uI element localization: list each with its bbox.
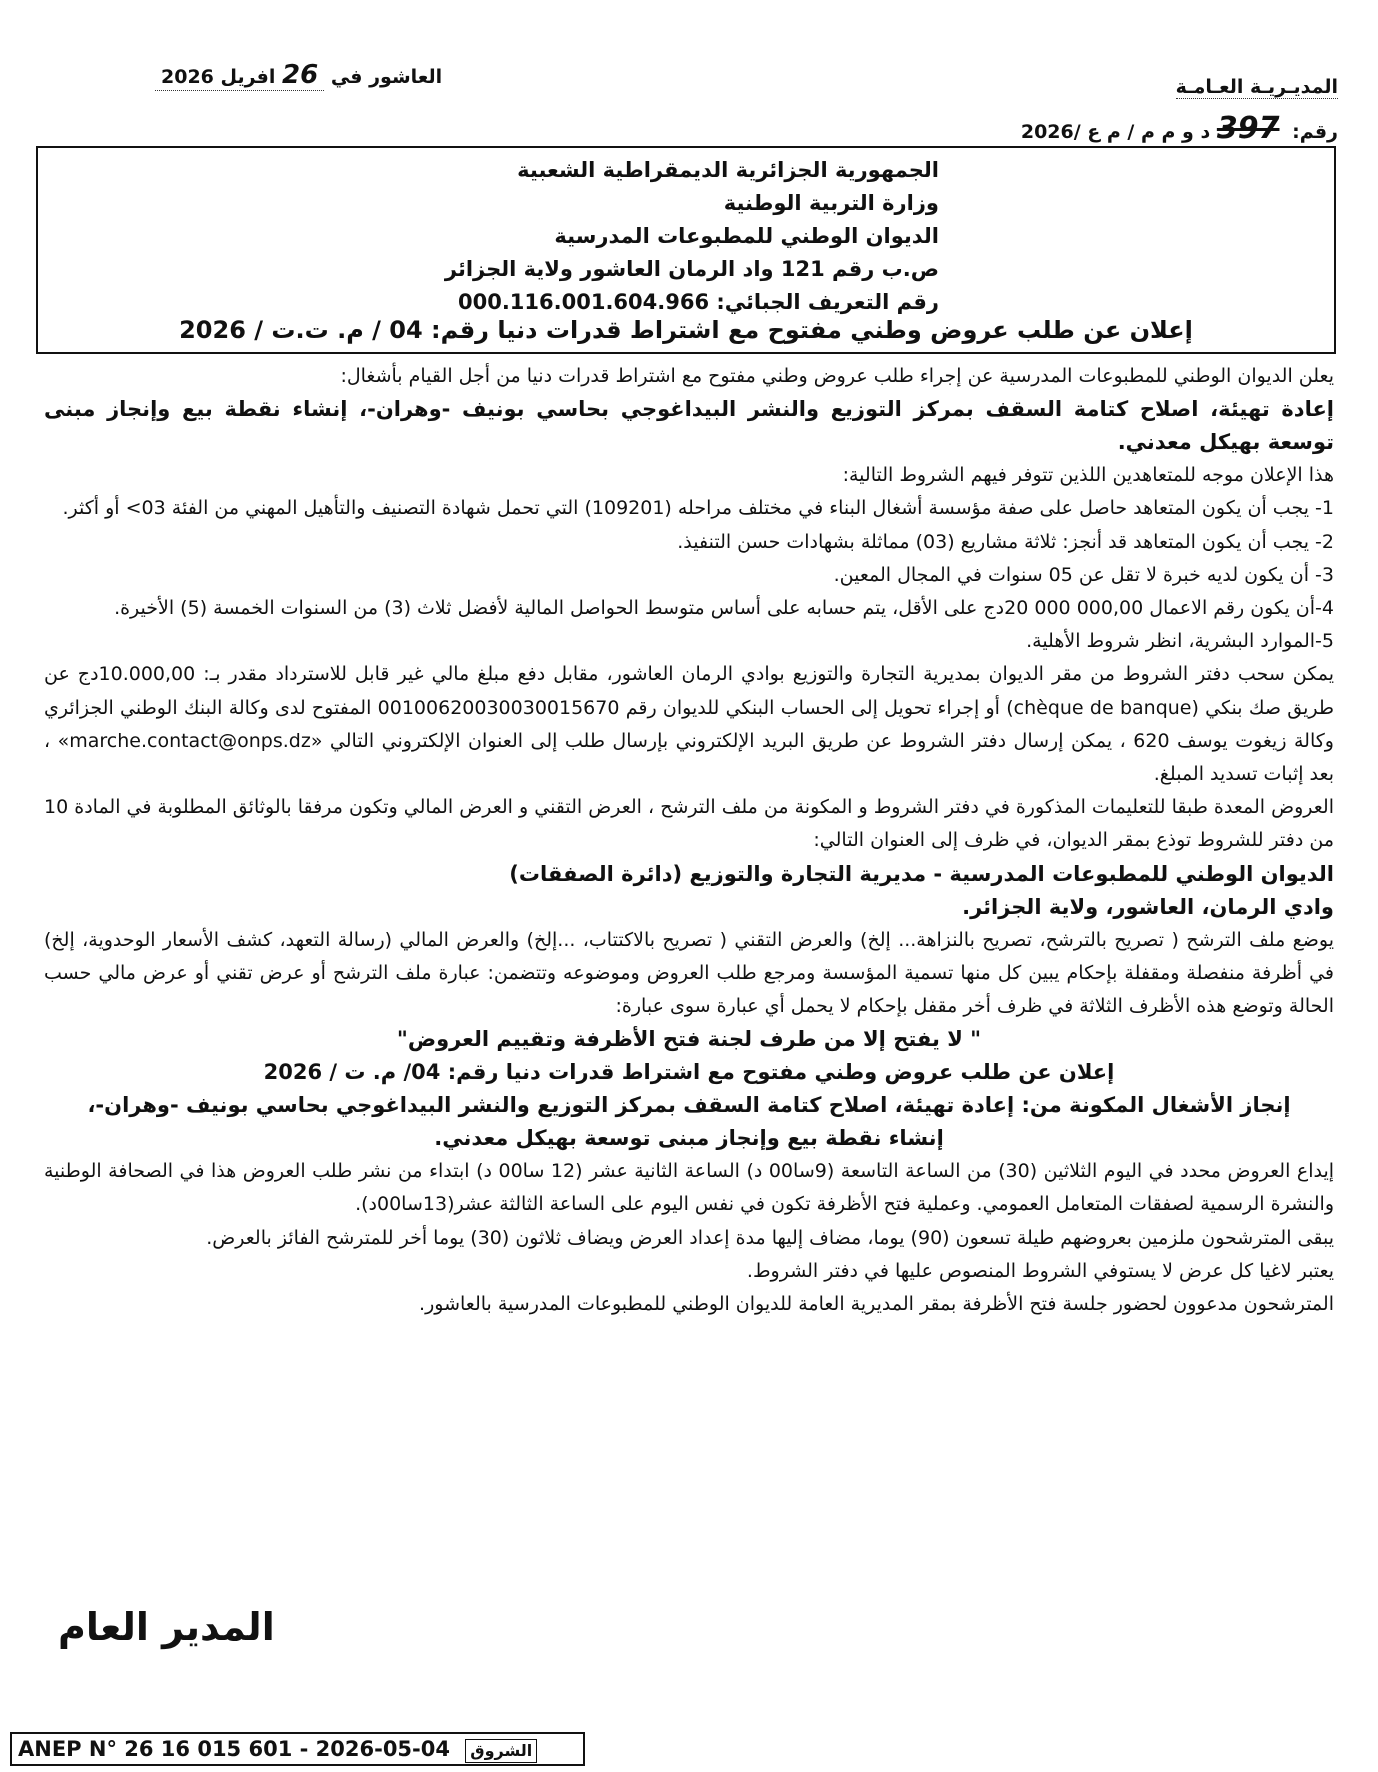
envelope-quote: " لا يفتح إلا من طرف لجنة فتح الأظرفة وتقييم العروض" bbox=[396, 1027, 982, 1052]
condition-4: 4-أن يكون رقم الاعمال 000,00 000 20دج على الأقل، يتم حسابه على أساس متوسط الحواصل المالية لأفضل ثلاث (3) من السنوات الخمسة (5) الأخيرة. bbox=[114, 597, 1334, 620]
condition-2: 2- يجب أن يكون المتعاهد قد أنجز: ثلاثة مشاريع (03) مماثلة بشهادات حسن التنفيذ. bbox=[677, 530, 1334, 553]
tax-id-line: رقم التعريف الجبائي: 000.116.001.604.966 bbox=[457, 290, 939, 314]
withdraw-paragraph: يمكن سحب دفتر الشروط من مقر الديوان بمديرية التجارة والتوزيع بوادي الرمان العاشور، مقابل دفع مبلغ مالي غير قابل للاسترداد مقدر بـ: 10.000,00دج عن طريق صك بنكي (chèque de banque) أو إجراء تحويل إلى الحساب البنكي للديوان رقم 00100620030030015670 المفتوح لدى وكالة البنك الوطني الجزائري وكالة زيغوت يوسف 620 ، يمكن إرسال دفتر الشروط عن طريق البريد الإلكتروني بإرسال طلب إلى العنوان الإلكتروني التالي «marche.contact@onps.dz» ، بعد إثبات تسديد المبلغ. bbox=[44, 663, 1334, 786]
deposit-paragraph: إيداع العروض محدد في اليوم الثلاثين (30) من الساعة التاسعة (9سا00 د) الساعة الثانية عشر (12 سا00 د) ابتداء من نشر طلب العروض هذا في الصحافة الوطنية والنشرة الرسمية لصفقات المتعامل العمومي. وعملية فتح الأظرفة تكون في نفس اليوم على الساعة الثالثة عشر(13سا00د). bbox=[44, 1160, 1335, 1216]
ref-number-handwritten: 397 bbox=[1216, 111, 1280, 146]
ref-prefix: رقم: bbox=[1292, 121, 1338, 143]
project-paragraph: إعادة تهيئة، اصلاح كتامة السقف بمركز التوزيع والنشر البيداغوجي بحاسي بونيف -وهران-، إنشاء نقطة بيع وإنجاز مبنى توسعة بهيكل معدني. bbox=[44, 397, 1334, 455]
reference-block bbox=[1021, 66, 1338, 153]
newspaper-logo: الشروق bbox=[465, 1739, 537, 1763]
date-day: 26 bbox=[282, 60, 319, 90]
audience-paragraph: هذا الإعلان موجه للمتعاهدين اللذين تتوفر فيهم الشروط التالية: bbox=[842, 464, 1334, 487]
anep-footer bbox=[10, 1732, 585, 1766]
date-month: افريل bbox=[220, 66, 276, 88]
envelope-project-1: إنجاز الأشغال المكونة من: إعادة تهيئة، اصلاح كتامة السقف بمركز التوزيع والنشر البيداغوجي بحاسي بونيف -وهران-، bbox=[87, 1093, 1291, 1118]
condition-1: 1- يجب أن يكون المتعاهد حاصل على صفة مؤسسة أشغال البناء في مختلف مراحله (109201) التي تحمل شهادة التصنيف والتأهيل المهني من الفئة 03> أو أكثر. bbox=[62, 497, 1334, 520]
ref-suffix: د و م م / م ع /2026 bbox=[1020, 121, 1211, 143]
invite-paragraph: المترشحون مدعوون لحضور جلسة فتح الأظرفة بمقر المديرية العامة للديوان الوطني للمطبوعات المدرسية بالعاشور. bbox=[419, 1293, 1334, 1316]
offers-paragraph: العروض المعدة طبقا للتعليمات المذكورة في دفتر الشروط و المكونة من ملف الترشح ، العرض التقني و العرض المالي وتكون مرفقا بالوثائق المطلوبة في المادة 10 من دفتر للشروط توذع بمقر الديوان، في ظرف إلى العنوان التالي: bbox=[44, 796, 1334, 852]
anep-number: ANEP N° 26 16 015 601 - 2026-05-04 bbox=[18, 1737, 450, 1761]
validity-paragraph: يبقى المترشحون ملزمين بعروضهم طيلة تسعون (90) يوما، مضاف إليها مدة إعداد العرض ويضاف ثلاثون (30) يوما أخر للمترشح الفائز بالعرض. bbox=[206, 1226, 1334, 1249]
envelopes-paragraph: يوضع ملف الترشح ( تصريح بالترشح، تصريح بالنزاهة... إلخ) والعرض التقني ( تصريح بالاكتتاب، ...إلخ) والعرض المالي (رسالة التعهد، كشف الأسعار الوحدوية، إلخ) في أظرفة منفصلة ومقفلة بإحكام يبين كل منها تسمية المؤسسة ومرجع طلب العروض وموضوعه وتتضمن: عبارة ملف الترشح أو عرض تقني أو عرض مالي حسب الحالة وتوضع هذه الأظرف الثلاثة في ظرف أخر مقفل بإحكام لا يحمل أي عبارة سوى عبارة: bbox=[44, 928, 1334, 1018]
directorate-label: المديـريـة العـامـة bbox=[1175, 76, 1338, 98]
office-line: الديوان الوطني للمطبوعات المدرسية bbox=[554, 224, 939, 248]
institution-lines bbox=[445, 154, 939, 319]
intro-paragraph: يعلن الديوان الوطني للمطبوعات المدرسية عن إجراء طلب عروض وطني مفتوح مع اشتراط قدرات دنيا من أجل القيام بأشغال: bbox=[340, 365, 1334, 387]
address-line: ص.ب رقم 121 واد الرمان العاشور ولاية الجزائر bbox=[444, 257, 939, 281]
date-line bbox=[155, 60, 324, 91]
header-box bbox=[36, 146, 1336, 354]
envelope-title: إعلان عن طلب عروض وطني مفتوح مع اشتراط قدرات دنيا رقم: 04/ م. ت / 2026 bbox=[263, 1060, 1115, 1085]
condition-5: 5-الموارد البشرية، انظر شروط الأهلية. bbox=[1026, 630, 1334, 653]
announcement-title: إعلان عن طلب عروض وطني مفتوح مع اشتراط قدرات دنيا رقم: 04 / م. ت.ت / 2026 bbox=[179, 316, 1193, 344]
director-signature: المدير العام bbox=[58, 1605, 275, 1649]
announcement-body bbox=[44, 360, 1334, 1321]
place-label: العاشور في bbox=[330, 66, 443, 88]
void-paragraph: يعتبر لاغيا كل عرض لا يستوفي الشروط المنصوص عليها في دفتر الشروط. bbox=[746, 1259, 1334, 1282]
date-block bbox=[155, 60, 442, 90]
republic-line: الجمهورية الجزائرية الديمقراطية الشعبية bbox=[517, 158, 939, 182]
address-line-2: وادي الرمان، العاشور، ولاية الجزائر. bbox=[962, 894, 1334, 919]
ministry-line: وزارة التربية الوطنية bbox=[723, 191, 939, 215]
address-line-1: الديوان الوطني للمطبوعات المدرسية - مديرية التجارة والتوزيع (دائرة الصفقات) bbox=[509, 861, 1334, 886]
condition-3: 3- أن يكون لديه خبرة لا تقل عن 05 سنوات في المجال المعين. bbox=[833, 563, 1334, 586]
envelope-project-2: إنشاء نقطة بيع وإنجاز مبنى توسعة بهيكل معدني. bbox=[434, 1126, 944, 1151]
date-year: 2026 bbox=[161, 66, 214, 88]
